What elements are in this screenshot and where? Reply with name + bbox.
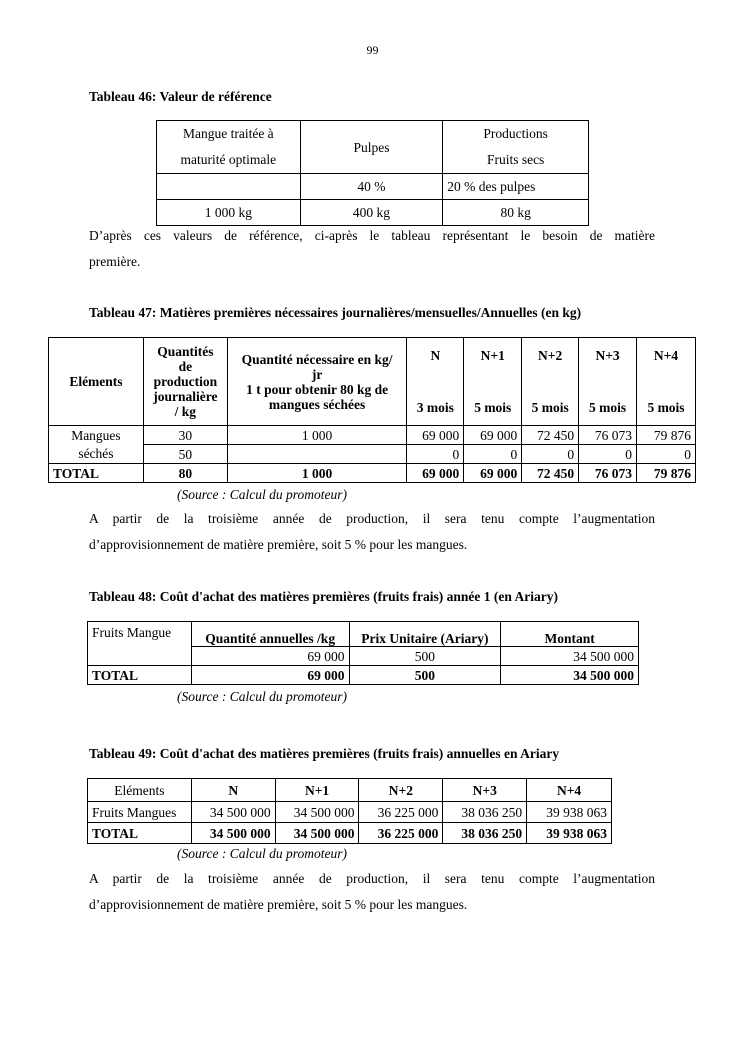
table-header-cell (579, 338, 637, 426)
table-49-source: (Source : Calcul du promoteur) (177, 846, 347, 861)
table-header-cell: N+3 (443, 779, 527, 802)
table-cell: 69 000 (464, 464, 522, 483)
table-cell: 69 000 (191, 666, 349, 685)
table-cell: 79 876 (637, 426, 696, 445)
table-header-cell (522, 338, 579, 426)
period-label: 3 mois (416, 399, 454, 415)
table-cell: 34 500 000 (191, 823, 275, 844)
table-cell: 36 225 000 (359, 802, 443, 823)
table-cell: 69 000 (191, 647, 349, 666)
header-line: Quantité nécessaire en kg/ (241, 351, 393, 367)
paragraph-line: A partir de la troisième année de production, il sera tenu compte l’augmentation (89, 871, 655, 886)
paragraph-line: d’approvisionnement de matière première, soit 5 % pour les mangues. (89, 537, 468, 552)
table-cell: 72 450 (522, 464, 579, 483)
table-header-cell (443, 121, 589, 174)
table-48-title: Tableau 48: Coût d'achat des matières premières (fruits frais) année 1 (en Ariary) (89, 589, 558, 604)
table-cell: 34 500 000 (501, 666, 639, 685)
table-cell: TOTAL (88, 823, 192, 844)
table-cell: 76 073 (579, 426, 637, 445)
table-cell: 39 938 063 (527, 823, 612, 844)
paragraph-line: première. (89, 254, 141, 269)
paragraph-line: A partir de la troisième année de production, il sera tenu compte l’augmentation (89, 511, 655, 526)
table-header-row (157, 121, 589, 174)
table-48 (87, 621, 639, 685)
paragraph-2 (89, 506, 655, 558)
table-48-source: (Source : Calcul du promoteur) (177, 689, 347, 704)
table-header-cell: Eléments (49, 338, 144, 426)
header-line: Productions (483, 126, 548, 141)
table-cell: 69 000 (407, 426, 464, 445)
element-line: séchés (78, 445, 114, 461)
table-49 (87, 778, 612, 844)
table-cell: 76 073 (579, 464, 637, 483)
table-cell: 20 % des pulpes (443, 174, 589, 200)
table-header-cell: Prix Unitaire (Ariary) (349, 622, 501, 647)
paragraph-1 (89, 223, 655, 275)
table-47-source: (Source : Calcul du promoteur) (177, 487, 347, 502)
table-47 (48, 337, 696, 483)
table-header-cell (143, 338, 227, 426)
header-line: jr (311, 366, 323, 382)
table-cell: 79 876 (637, 464, 696, 483)
table-cell: 72 450 (522, 426, 579, 445)
table-cell: 34 500 000 (275, 823, 359, 844)
table-cell: 0 (464, 445, 522, 464)
table-cell: 38 036 250 (443, 802, 527, 823)
table-cell: 0 (407, 445, 464, 464)
table-cell: 69 000 (464, 426, 522, 445)
table-header-row (88, 622, 639, 647)
table-cell: 34 500 000 (275, 802, 359, 823)
table-cell: 80 kg (443, 200, 589, 226)
table-cell: Fruits Mangues (88, 802, 192, 823)
table-cell: TOTAL (88, 666, 192, 685)
table-total-row (88, 823, 612, 844)
table-cell: 500 (349, 647, 501, 666)
table-header-row (49, 338, 696, 426)
table-header-cell: Fruits Mangue (88, 622, 192, 647)
table-header-row (88, 779, 612, 802)
year-label: N+1 (480, 347, 505, 363)
period-label: 5 mois (589, 399, 627, 415)
table-header-cell: N+1 (275, 779, 359, 802)
table-cell: 0 (522, 445, 579, 464)
table-cell: 80 (143, 464, 227, 483)
table-cell: 69 000 (407, 464, 464, 483)
header-line: Quantités (157, 344, 214, 359)
table-cell: 34 500 000 (501, 647, 639, 666)
table-header-cell (464, 338, 522, 426)
table-cell: 0 (637, 445, 696, 464)
paragraph-line: D’après ces valeurs de référence, ci-après le tableau représentant le besoin de matière (89, 228, 655, 243)
table-cell: TOTAL (49, 464, 144, 483)
table-46-title: Tableau 46: Valeur de référence (89, 89, 272, 104)
table-header-cell (227, 338, 407, 426)
year-label: N+2 (538, 347, 563, 363)
element-line: Mangues (71, 427, 121, 443)
header-line: / kg (174, 404, 197, 419)
table-header-cell: N+2 (359, 779, 443, 802)
table-cell: 0 (579, 445, 637, 464)
table-cell: 38 036 250 (443, 823, 527, 844)
header-line: journalière (153, 389, 218, 404)
header-line: Mangue traitée à (182, 126, 274, 141)
period-label: 5 mois (647, 399, 685, 415)
table-row (49, 445, 696, 464)
header-line: de (178, 359, 193, 374)
header-line: production (153, 374, 218, 389)
period-label: 5 mois (531, 399, 569, 415)
table-total-row (88, 666, 639, 685)
table-cell: 39 938 063 (527, 802, 612, 823)
table-cell: 30 (143, 426, 227, 445)
year-label: N (430, 347, 441, 363)
table-cell: 34 500 000 (191, 802, 275, 823)
table-header-cell: Eléments (88, 779, 192, 802)
table-cell: 1 000 kg (157, 200, 301, 226)
header-line: mangues séchées (268, 396, 366, 412)
table-header-cell: Quantité annuelles /kg (191, 622, 349, 647)
table-header-cell (637, 338, 696, 426)
table-row (49, 426, 696, 445)
table-cell: 1 000 (227, 464, 407, 483)
paragraph-line: d’approvisionnement de matière première, soit 5 % pour les mangues. (89, 897, 468, 912)
table-cell: 400 kg (300, 200, 443, 226)
table-cell (157, 174, 301, 200)
table-cell (49, 426, 144, 464)
year-label: N+4 (653, 347, 679, 363)
table-header-cell: N+4 (527, 779, 612, 802)
table-46 (156, 120, 589, 226)
table-row (157, 200, 589, 226)
table-cell: 50 (143, 445, 227, 464)
table-cell: 1 000 (227, 426, 407, 445)
table-header-cell: Montant (501, 622, 639, 647)
page-number: 99 (366, 43, 379, 57)
header-line: Fruits secs (486, 152, 545, 167)
table-row (157, 174, 589, 200)
table-row (88, 802, 612, 823)
table-49-title: Tableau 49: Coût d'achat des matières premières (fruits frais) annuelles en Ariary (89, 746, 560, 761)
table-cell (227, 445, 407, 464)
table-cell: 36 225 000 (359, 823, 443, 844)
table-cell: 500 (349, 666, 501, 685)
table-header-cell (157, 121, 301, 174)
header-line: 1 t pour obtenir 80 kg de (246, 381, 389, 397)
table-header-cell: N (191, 779, 275, 802)
table-cell (88, 647, 192, 666)
table-header-cell (407, 338, 464, 426)
paragraph-3 (89, 866, 655, 918)
table-47-title: Tableau 47: Matières premières nécessaires journalières/mensuelles/Annuelles (en kg) (89, 305, 582, 320)
year-label: N+3 (595, 347, 620, 363)
period-label: 5 mois (474, 399, 512, 415)
table-row (88, 647, 639, 666)
table-cell: 40 % (300, 174, 443, 200)
table-header-cell: Pulpes (300, 121, 443, 174)
header-line: maturité optimale (180, 152, 277, 167)
table-total-row (49, 464, 696, 483)
